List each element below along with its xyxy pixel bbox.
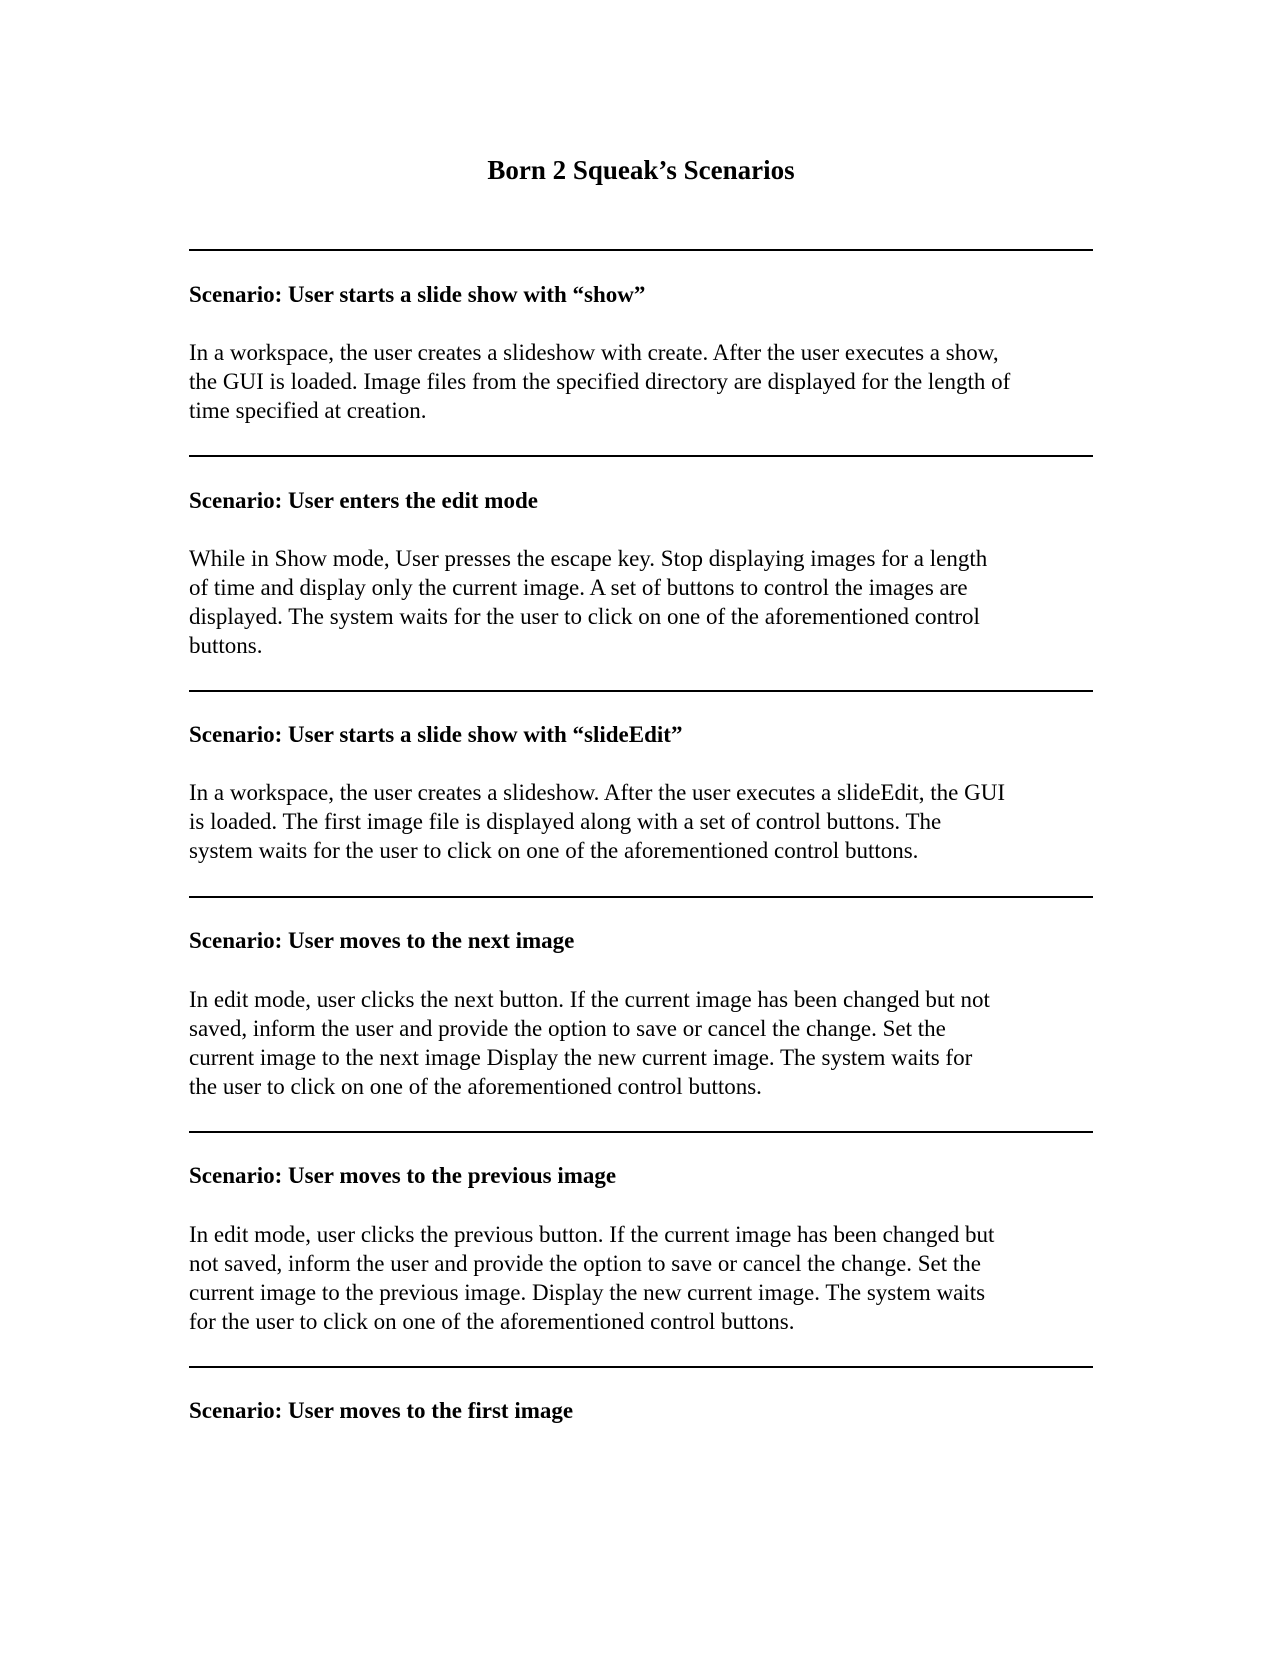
scenario-description — [189, 1220, 1093, 1336]
scenario-description — [189, 544, 1093, 660]
text-line: not saved, inform the user and provide the option to save or cancel the change. Set the — [189, 1251, 981, 1276]
scenario-heading: Scenario: User starts a slide show with “show” — [189, 282, 646, 307]
text-line: the GUI is loaded. Image files from the specified directory are displayed for the length of — [189, 369, 1011, 394]
text-line: current image to the previous image. Display the new current image. The system waits — [189, 1280, 986, 1305]
text-line: In edit mode, user clicks the next button. If the current image has been changed but not — [189, 987, 990, 1012]
scenario-heading: Scenario: User enters the edit mode — [189, 488, 538, 513]
text-line: time specified at creation. — [189, 398, 427, 423]
text-line: system waits for the user to click on one of the aforementioned control buttons. — [189, 838, 919, 863]
text-line: of time and display only the current image. A set of buttons to control the images are — [189, 575, 968, 600]
text-line: displayed. The system waits for the user to click on one of the aforementioned control — [189, 604, 980, 629]
text-line: saved, inform the user and provide the option to save or cancel the change. Set the — [189, 1016, 946, 1041]
scenario-heading: Scenario: User moves to the previous image — [189, 1163, 617, 1188]
scenario-heading: Scenario: User moves to the first image — [189, 1398, 574, 1423]
section-divider — [189, 690, 1093, 692]
scenario-heading: Scenario: User starts a slide show with “slideEdit” — [189, 722, 683, 747]
section-divider — [189, 455, 1093, 457]
text-line: buttons. — [189, 633, 263, 658]
scenario-description — [189, 778, 1093, 865]
scenario-description — [189, 985, 1093, 1101]
text-line: for the user to click on one of the aforementioned control buttons. — [189, 1309, 795, 1334]
text-line: the user to click on one of the aforementioned control buttons. — [189, 1074, 762, 1099]
scenario-description — [189, 338, 1093, 425]
text-line: While in Show mode, User presses the escape key. Stop displaying images for a length — [189, 546, 988, 571]
section-divider — [189, 896, 1093, 898]
text-line: In a workspace, the user creates a slideshow with create. After the user executes a show, — [189, 340, 999, 365]
text-line: In a workspace, the user creates a slideshow. After the user executes a slideEdit, the GUI — [189, 780, 1005, 805]
document-title: Born 2 Squeak’s Scenarios — [487, 155, 795, 185]
section-divider — [189, 1366, 1093, 1368]
text-line: current image to the next image Display the new current image. The system waits for — [189, 1045, 973, 1070]
text-line: is loaded. The first image file is displayed along with a set of control buttons. The — [189, 809, 942, 834]
section-divider — [189, 249, 1093, 251]
scenario-heading: Scenario: User moves to the next image — [189, 928, 575, 953]
section-divider — [189, 1131, 1093, 1133]
text-line: In edit mode, user clicks the previous button. If the current image has been changed but — [189, 1222, 995, 1247]
